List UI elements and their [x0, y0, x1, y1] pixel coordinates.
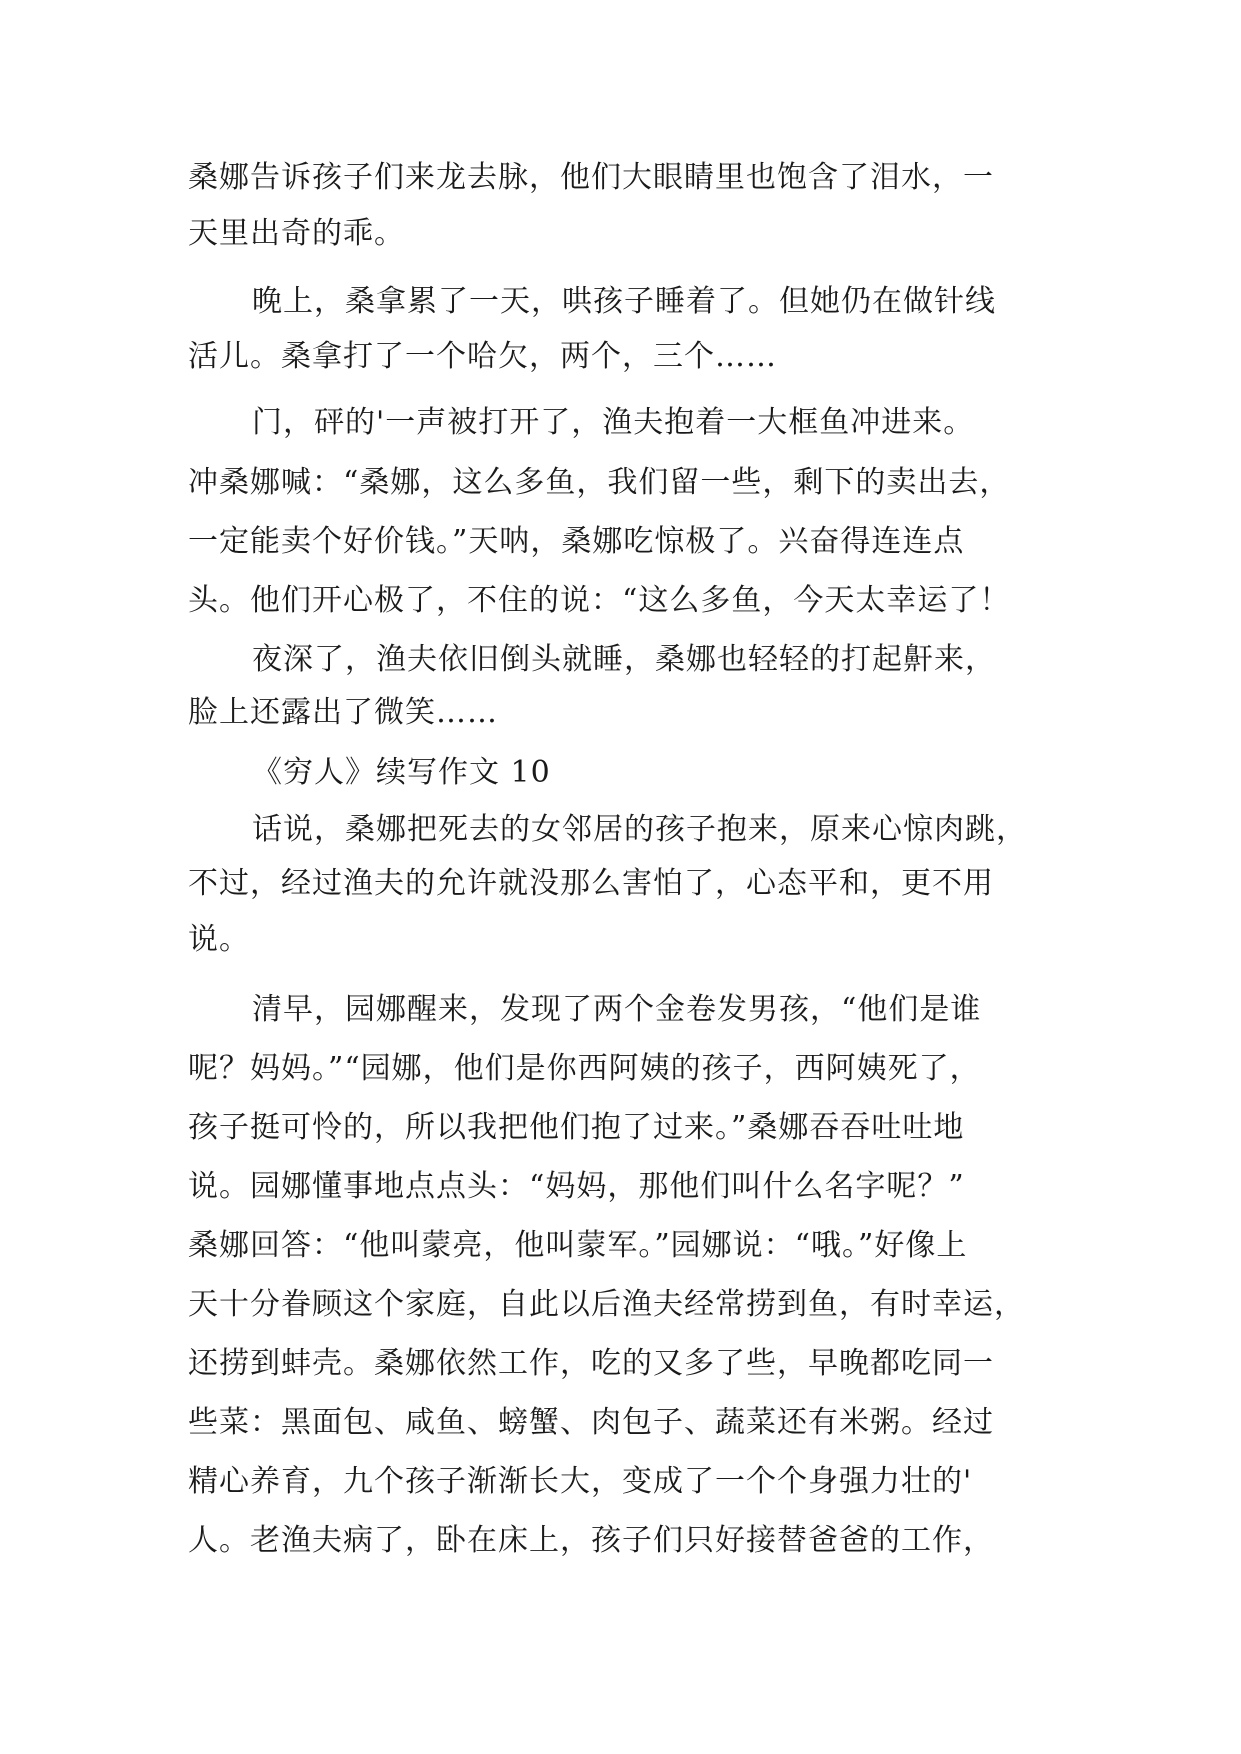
text-line: 天里出奇的乖。 [188, 216, 405, 251]
text-line: 脸上还露出了微笑…… [188, 695, 498, 730]
text-line: 人。老渔夫病了，卧在床上，孩子们只好接替爸爸的工作， [188, 1523, 994, 1558]
text-line: 一定能卖个好价钱。”天呐，桑娜吃惊极了。兴奋得连连点 [188, 524, 965, 559]
section-heading: 《穷人》续写作文 10 [252, 755, 551, 790]
text-line: 冲桑娜喊：“桑娜，这么多鱼，我们留一些，剩下的卖出去， [188, 465, 1011, 500]
text-line: 桑娜回答：“他叫蒙亮，他叫蒙军。”园娜说：“哦。”好像上 [188, 1228, 968, 1263]
text-line: 说。园娜懂事地点点头：“妈妈，那他们叫什么名字呢？” [188, 1169, 965, 1204]
text-line: 活儿。桑拿打了一个哈欠，两个，三个…… [188, 339, 777, 374]
paragraph-start-line: 夜深了，渔夫依旧倒头就睡，桑娜也轻轻的打起鼾来， [252, 642, 996, 677]
paragraph-start-line: 清早，园娜醒来，发现了两个金卷发男孩，“他们是谁 [252, 992, 982, 1027]
paragraph-start-line: 晚上，桑拿累了一天，哄孩子睡着了。但她仍在做针线 [252, 284, 996, 319]
text-line: 些菜：黑面包、咸鱼、螃蟹、肉包子、蔬菜还有米粥。经过 [188, 1405, 994, 1440]
text-line: 精心养育，九个孩子渐渐长大，变成了一个个身强力壮的' [188, 1464, 973, 1499]
paragraph-start-line: 话说，桑娜把死去的女邻居的孩子抱来，原来心惊肉跳， [252, 812, 1027, 847]
paragraph-start-line: 门，砰的'一声被打开了，渔夫抱着一大框鱼冲进来。 [252, 405, 975, 440]
text-line: 说。 [188, 922, 250, 957]
text-line: 头。他们开心极了，不住的说：“这么多鱼，今天太幸运了！ [188, 583, 1011, 618]
text-line: 天十分眷顾这个家庭，自此以后渔夫经常捞到鱼，有时幸运， [188, 1287, 1025, 1322]
text-line: 不过，经过渔夫的允许就没那么害怕了，心态平和，更不用 [188, 866, 994, 901]
text-line: 还捞到蚌壳。桑娜依然工作，吃的又多了些，早晚都吃同一 [188, 1346, 994, 1381]
text-line: 桑娜告诉孩子们来龙去脉，他们大眼睛里也饱含了泪水，一 [188, 160, 994, 195]
text-line: 呢？妈妈。”“园娜，他们是你西阿姨的孩子，西阿姨死了， [188, 1051, 981, 1086]
text-line: 孩子挺可怜的，所以我把他们抱了过来。”桑娜吞吞吐吐地 [188, 1110, 965, 1145]
